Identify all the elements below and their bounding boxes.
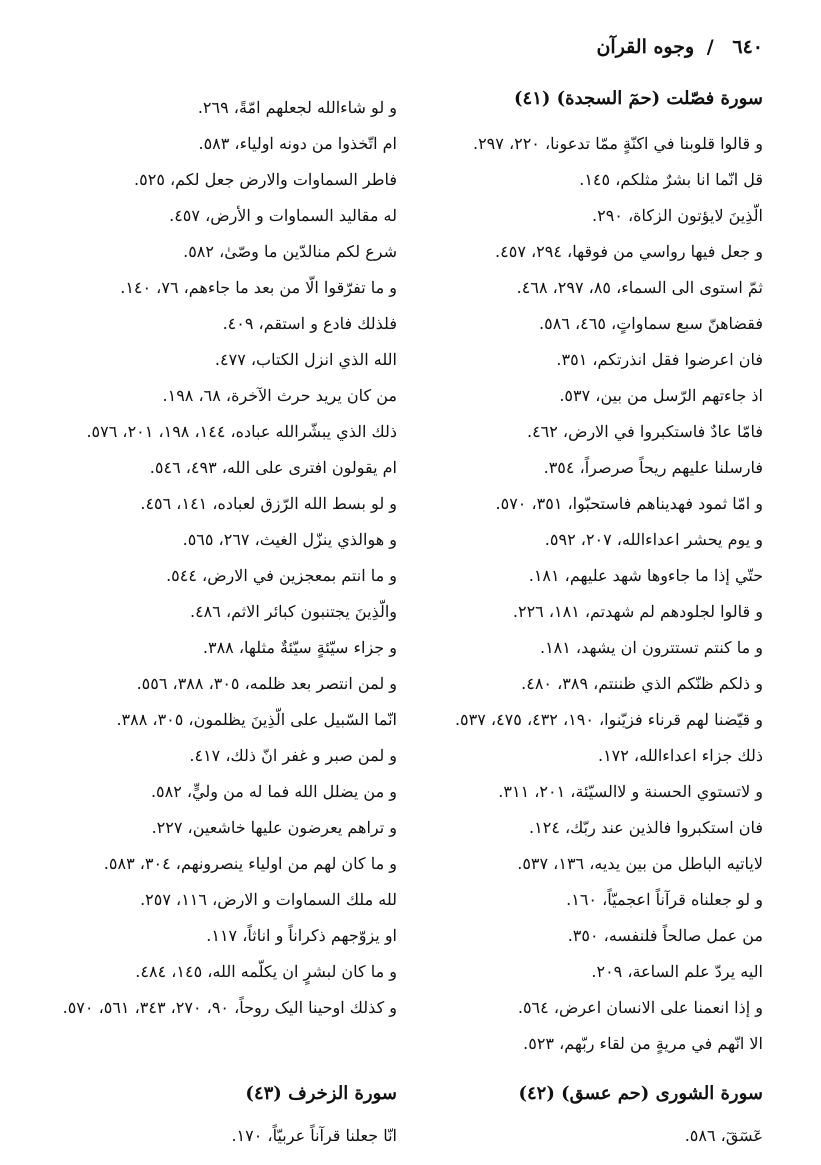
surah-heading-42: سورة الشورى (حم عسق) (٤٢) [518, 1083, 763, 1104]
running-header [596, 36, 763, 58]
index-entry: و يوم يحشر اعداءالله، ٢٠٧، ٥٩٢. [544, 530, 763, 549]
index-entry: و هوالذي ينزّل الغيث، ٢٦٧، ٥٦٥. [182, 530, 397, 549]
index-entry: ثمّ استوى الى السماء، ٨٥، ٢٩٧، ٤٦٨. [516, 278, 763, 297]
index-entry: و قيّضنا لهم قرناء فزيّنوا، ١٩٠، ٤٣٢، ٤٧٥، ٥٣٧. [454, 710, 763, 729]
index-entry: لله ملك السماوات و الارض، ١١٦، ٢٥٧. [140, 890, 397, 909]
index-entry: فلذلك فادع و استقم، ٤٠٩. [222, 314, 397, 333]
index-entry: لاياتيه الباطل من بين يديه، ١٣٦، ٥٣٧. [517, 854, 763, 873]
index-entry: له مقاليد السماوات و الأرض، ٤٥٧. [169, 206, 397, 225]
index-entry: فارسلنا عليهم ريحاً صرصراً، ٣٥٤. [543, 458, 763, 477]
index-entry: الا انّهم في مريةٍ من لقاء ربّهم، ٥٢٣. [523, 1034, 763, 1053]
surah-heading-43: سورة الزخرف (٤٣) [245, 1083, 397, 1104]
index-entry: و إذا انعمنا على الانسان اعرض، ٥٦٤. [517, 998, 763, 1017]
index-entry: الّذِينَ لايؤتون الزكاة، ٢٩٠. [592, 206, 763, 225]
index-entry: عٓسٓقٓ، ٥٨٦. [684, 1126, 763, 1145]
surah-heading-41: سورة فصّلت (حمٓ السجدة) (٤١) [514, 88, 763, 109]
index-entry: و تراهم يعرضون عليها خاشعين، ٢٢٧. [151, 818, 397, 837]
index-entry: انّا جعلنا قرآناً عربيّاً، ١٧٠. [231, 1126, 397, 1145]
index-entry: و امّا ثمود فهديناهم فاستحبّوا، ٣٥١، ٥٧٠. [495, 494, 763, 513]
index-entry: و لو بسط الله الرّزق لعباده، ١٤١، ٤٥٦. [140, 494, 397, 513]
index-entry: اليه يردّ علم الساعة، ٢٠٩. [591, 962, 763, 981]
index-entry: اذ جاءتهم الرّسل من بين، ٥٣٧. [559, 386, 763, 405]
index-entry: ذلك جزاء اعداءالله، ١٧٢. [597, 746, 763, 765]
page-number: ٦٤٠ [732, 36, 763, 58]
index-entry: من كان يريد حرث الآخرة، ٦٨، ١٩٨. [162, 386, 397, 405]
index-entry: و قالوا قلوبنا في اكنّةٍ ممّا تدعونا، ٢٢٠، ٢٩٧. [472, 134, 763, 153]
index-entry: و لو شاءالله لجعلهم امّةً، ٢٦٩. [197, 98, 397, 117]
index-entry: ام اتّخذوا من دونه اولياء، ٥٨٣. [198, 134, 397, 153]
index-entry: فقضاهنّ سبع سماواتٍ، ٤٦٥، ٥٨٦. [539, 314, 763, 333]
index-entry: و لاتستوي الحسنة و لاالسيّئة، ٢٠١، ٣١١. [498, 782, 763, 801]
index-entry: والّذِينَ يجتنبون كبائر الاثم، ٤٨٦. [189, 602, 397, 621]
index-entry: فان استكبروا فالذين عند ربّك، ١٢٤. [529, 818, 763, 837]
index-entry: و ما تفرّقوا الّا من بعد ما جاءهم، ٧٦، ١٤٠. [120, 278, 397, 297]
index-entry: و لو جعلناه قرآناً اعجميّاً، ١٦٠. [566, 890, 763, 909]
index-entry: او يزوّجهم ذكراناً و اناثاً، ١١٧. [206, 926, 397, 945]
index-entry: شرع لكم منالدّين ما وصّىٰ، ٥٨٢. [183, 242, 397, 261]
index-entry: انّما السّبيل على الّذِينَ يظلمون، ٣٠٥، ٣٨٨. [116, 710, 397, 729]
index-entry: و ما كنتم تستترون ان يشهد، ١٨١. [539, 638, 763, 657]
index-entry: و من يضلل الله فما له من وليٍّ، ٥٨٢. [150, 782, 397, 801]
index-entry: و كذلك اوحينا اليک روحاً، ٩٠، ٢٧٠، ٣٤٣، ٥٦١، ٥٧٠. [62, 998, 397, 1017]
header-separator: / [706, 36, 714, 58]
index-entry: و ما كان لبشرٍ ان يكلّمه الله، ١٤٥، ٤٨٤. [135, 962, 397, 981]
index-entry: فان اعرضوا فقل انذرتكم، ٣٥١. [556, 350, 763, 369]
index-entry: و لمن صبر و غفر انّ ذلك، ٤١٧. [189, 746, 397, 765]
index-entry: و ما انتم بمعجزين في الارض، ٥٤٤. [166, 566, 397, 585]
index-entry: الله الذي انزل الكتاب، ٤٧٧. [214, 350, 397, 369]
index-entry: فاطر السماوات والارض جعل لكم، ٥٢٥. [134, 170, 397, 189]
index-entry: من عمل صالحاً فلنفسه، ٣٥٠. [567, 926, 763, 945]
index-entry: و قالوا لجلودهم لم شهدتم، ١٨١، ٢٢٦. [512, 602, 763, 621]
index-entry: ام يقولون افترى على الله، ٤٩٣، ٥٤٦. [149, 458, 397, 477]
index-entry: حتّي إذا ما جاءوها شهد عليهم، ١٨١. [528, 566, 763, 585]
index-entry: قل انّما انا بشرٌ مثلكم، ١٤٥. [579, 170, 763, 189]
book-title: وجوه القرآن [596, 36, 695, 58]
index-entry: و جزاء سيّئةٍ سيّئةٌ مثلها، ٣٨٨. [202, 638, 397, 657]
index-entry: و جعل فيها رواسي من فوقها، ٢٩٤، ٤٥٧. [495, 242, 763, 261]
index-entry: و ذلكم ظنّكم الذي ظننتم، ٣٨٩، ٤٨٠. [521, 674, 763, 693]
index-entry: فامّا عادٌ فاستكبروا في الارض، ٤٦٢. [526, 422, 763, 441]
index-entry: و لمن انتصر بعد ظلمه، ٣٠٥، ٣٨٨، ٥٥٦. [136, 674, 397, 693]
index-entry: و ما كان لهم من اولياء ينصرونهم، ٣٠٤، ٥٨٣. [103, 854, 397, 873]
index-entry: ذلك الذي يبشّرالله عباده، ١٤٤، ١٩٨، ٢٠١، ٥٧٦. [86, 422, 397, 441]
